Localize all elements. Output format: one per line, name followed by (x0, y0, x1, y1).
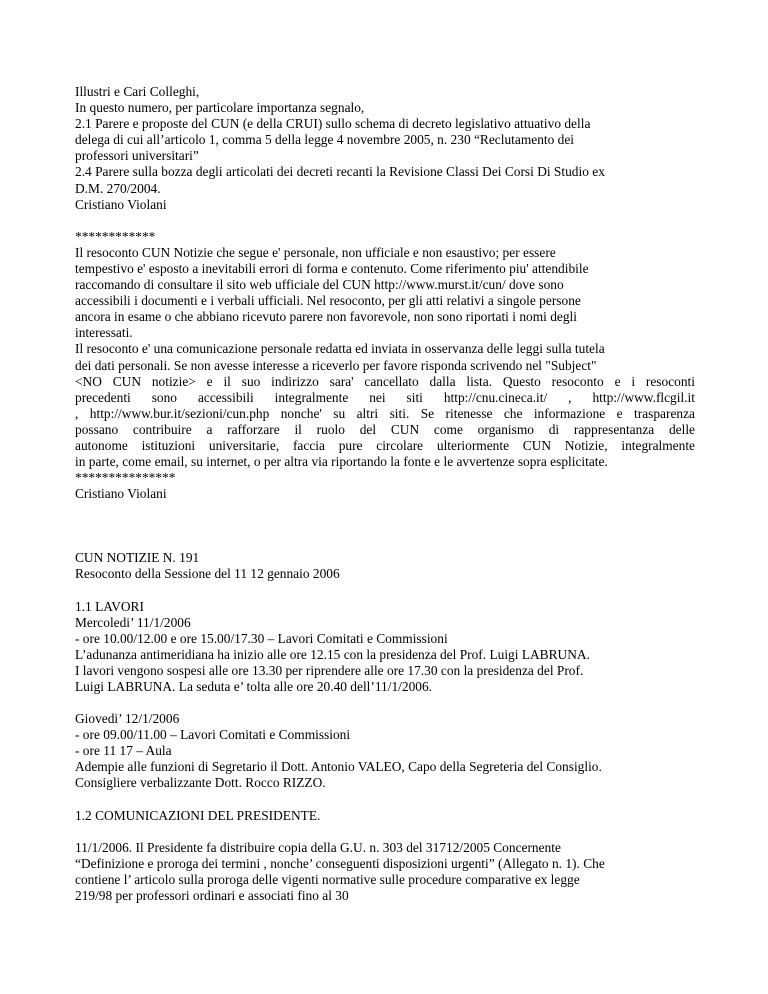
newsletter-title: CUN NOTIZIE N. 191 (75, 550, 200, 566)
separator-stars: *************** (75, 470, 176, 486)
signature: Cristiano Violani (75, 196, 167, 212)
signature: Cristiano Violani (75, 486, 167, 502)
privacy-text: <NO CUN notizie> e il suo indirizzo sara' cancellato dalla lista. Questo resoconto e i resoconti (75, 373, 695, 389)
schedule-line: - ore 09.00/11.00 – Lavori Comitati e Commissioni (75, 727, 351, 743)
schedule-line: - ore 10.00/12.00 e ore 15.00/17.30 – Lavori Comitati e Commissioni (75, 630, 448, 646)
comunicazioni-heading-block (75, 808, 695, 824)
privacy-text: autonome istituzioni universitarie, faccia pure circolare ulteriormente CUN Notizie, integralmente (75, 437, 695, 453)
body-text: contiene l’ articolo sulla proroga delle vigenti normative sulle procedure comparative ex legge (75, 871, 580, 887)
body-text: I lavori vengono sospesi alle ore 13.30 per riprendere alle ore 17.30 con la presidenza del Prof. (75, 662, 584, 678)
privacy-text: precedenti sono accessibili integralmente nei siti http://cnu.cineca.it/ , http://www.flcgil.it (75, 389, 695, 405)
intro-lead: In questo numero, per particolare importanza segnalo, (75, 100, 365, 116)
disclaimer-section (75, 229, 695, 503)
privacy-text: dei dati personali. Se non avesse interesse a riceverlo per favore risponda scrivendo nel "Subject" (75, 357, 597, 373)
body-text: Consigliere verbalizzante Dott. Rocco RIZZO. (75, 775, 326, 791)
lavori-section (75, 599, 695, 696)
disclaimer-text: accessibili i documenti e i verbali ufficiali. Nel resoconto, per gli atti relativi a singole persone (75, 293, 581, 309)
disclaimer-text: tempestivo e' esposto a inevitabili errori di forma e contenuto. Come riferimento piu' attendibile (75, 260, 589, 276)
privacy-text: possano contribuire a rafforzare il ruolo del CUN come organismo di rappresentanza delle (75, 421, 695, 437)
highlight-item-2-cont: D.M. 270/2004. (75, 180, 161, 196)
highlight-item-1-cont: delega di cui all’articolo 1, comma 5 della legge 4 novembre 2005, n. 230 “Reclutamento dei (75, 132, 575, 148)
privacy-justified (75, 374, 695, 471)
section-heading: 1.1 LAVORI (75, 598, 144, 614)
day-label: Giovedi’ 12/1/2006 (75, 711, 180, 727)
separator-stars: ************ (75, 228, 156, 244)
newsletter-header (75, 550, 695, 582)
disclaimer-text: Il resoconto CUN Notizie che segue e' personale, non ufficiale e non esaustivo; per essere (75, 244, 556, 260)
disclaimer-text: interessati. (75, 325, 133, 341)
body-text: L’adunanza antimeridiana ha inizio alle ore 12.15 con la presidenza del Prof. Luigi LABRUNA. (75, 646, 590, 662)
highlight-item-1: 2.1 Parere e proposte del CUN (e della CRUI) sullo schema di decreto legislativo attuativo della (75, 116, 591, 132)
section-heading: 1.2 COMUNICAZIONI DEL PRESIDENTE. (75, 807, 321, 823)
body-text: “Definizione e proroga dei termini , nonche’ conseguenti disposizioni urgenti” (Allegato n. 1). Che (75, 855, 605, 871)
body-text: 219/98 per professori ordinari e associati fino al 30 (75, 887, 349, 903)
day-label: Mercoledi’ 11/1/2006 (75, 614, 191, 630)
highlight-item-2: 2.4 Parere sulla bozza degli articolati dei decreti recanti la Revisione Classi Dei Corsi Di Studio ex (75, 164, 605, 180)
comunicazioni-section (75, 840, 695, 904)
highlight-item-1-cont: professori universitari” (75, 148, 199, 164)
newsletter-subtitle: Resoconto della Sessione del 11 12 gennaio 2006 (75, 566, 340, 582)
privacy-text: in parte, come email, su internet, o per altra via riportando la fonte e le avvertenze sopra esplicitate. (75, 454, 608, 470)
document-page (75, 84, 695, 904)
body-text: Adempie alle funzioni di Segretario il Dott. Antonio VALEO, Capo della Segreteria del Consiglio. (75, 759, 602, 775)
privacy-text: , http://www.bur.it/sezioni/cun.php nonche' su altri siti. Se ritenesse che informazione e trasparenza (75, 405, 695, 421)
privacy-text: Il resoconto e' una comunicazione personale redatta ed inviata in osservanza delle leggi sulla tutela (75, 341, 605, 357)
schedule-line: - ore 11 17 – Aula (75, 743, 172, 759)
body-text: Luigi LABRUNA. La seduta e’ tolta alle ore 20.40 dell’11/1/2006. (75, 679, 433, 694)
disclaimer-text: raccomando di consultare il sito web ufficiale del CUN http://www.murst.it/cun/ dove sono (75, 277, 564, 293)
intro-section (75, 84, 695, 213)
disclaimer-text: ancora in esame o che abbiano ricevuto parere non favorevole, non sono riportati i nomi degli (75, 309, 577, 325)
lavori-day2 (75, 711, 695, 791)
body-text: 11/1/2006. Il Presidente fa distribuire copia della G.U. n. 303 del 31712/2005 Concernente (75, 839, 561, 855)
greeting: Illustri e Cari Colleghi, (75, 84, 200, 99)
